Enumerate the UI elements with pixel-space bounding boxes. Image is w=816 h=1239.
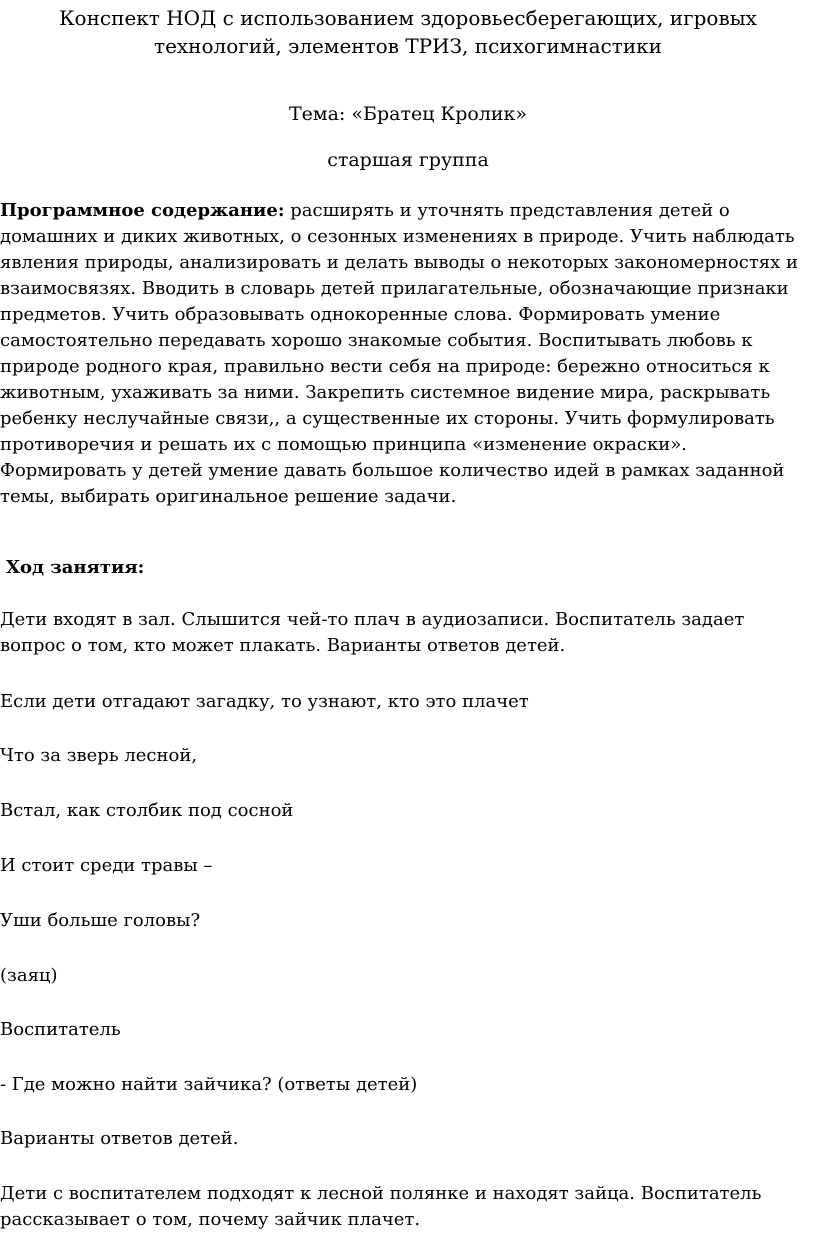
course-heading: Ход занятия: <box>6 557 145 578</box>
program-content-text: расширять и уточнять представления детей о домашних и диких животных, о сезонных изменениях в природе. Учить наблюдать явления природы, анализировать и делать выводы о некоторых закономерностях и взаимосвязях. Вводить в словарь детей прилагательные, обозначающие признаки предметов. Учить образовывать однокоренные слова. Формировать умение самостоятельно передавать хорошо знакомые события. Воспитывать любовь к природе родного края, правильно вести себя на природе: бережно относиться к животным, ухаживать за ними. Закрепить системное видение мира, раскрывать ребенку неслучайные связи,, а существенные их стороны. Учить формулировать противоречия и решать их с помощью принципа «изменение окраски». Формировать у детей умение давать большое количество идей в рамках заданной темы, выбирать оригинальное решение задачи. <box>0 200 799 507</box>
intro-paragraph: Дети входят в зал. Слышится чей-то плач в аудиозаписи. Воспитатель задает вопрос о том, кто может плакать. Варианты ответов детей. <box>0 609 745 656</box>
question-line: - Где можно найти зайчика? (ответы детей) <box>0 1074 418 1095</box>
riddle-line-2: Встал, как столбик под сосной <box>0 800 294 821</box>
program-content-label: Программное содержание: <box>0 200 285 221</box>
riddle-line-3: И стоит среди травы – <box>0 855 213 876</box>
program-content-paragraph <box>0 198 812 510</box>
riddle-line-4: Уши больше головы? <box>0 910 201 931</box>
title-line-2: технологий, элементов ТРИЗ, психогимнастики <box>154 34 662 58</box>
riddle-intro-paragraph: Если дети отгадают загадку, то узнают, кто это плачет <box>0 691 529 712</box>
topic-line: Тема: «Братец Кролик» <box>288 103 528 125</box>
riddle-line-1: Что за зверь лесной, <box>0 745 198 766</box>
teacher-label: Воспитатель <box>0 1019 121 1040</box>
title-line-1: Конспект НОД с использованием здоровьесберегающих, игровых <box>59 6 757 30</box>
final-paragraph: Дети с воспитателем подходят к лесной полянке и находят зайца. Воспитатель рассказывает о том, почему зайчик плачет. <box>0 1183 762 1230</box>
answers-line: Варианты ответов детей. <box>0 1128 239 1149</box>
document-title <box>0 4 816 60</box>
riddle-answer: (заяц) <box>0 965 58 986</box>
group-line: старшая группа <box>327 149 489 171</box>
